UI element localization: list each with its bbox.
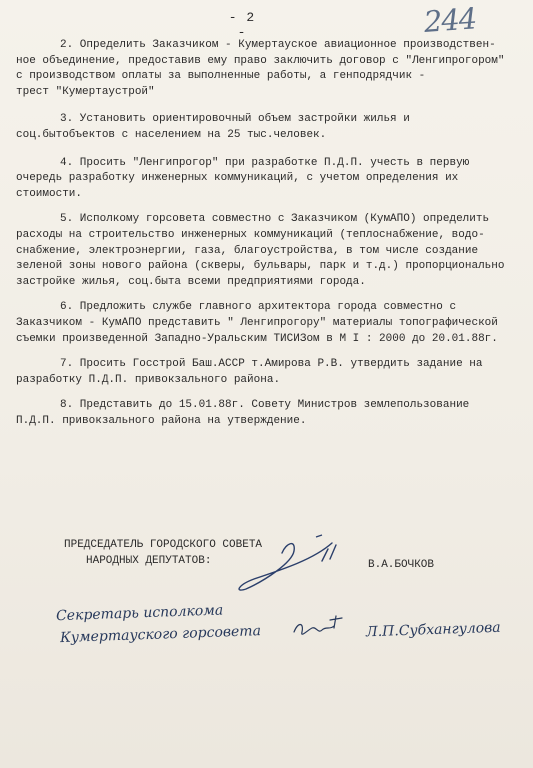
text-line: разработку П.Д.П. привокзального района. <box>16 373 281 386</box>
chair-signature-block <box>64 537 514 597</box>
list-item-2 <box>16 38 516 100</box>
chair-title-line2: НАРОДНЫХ ДЕПУТАТОВ: <box>86 555 212 567</box>
text-line: очередь разработку инженерных коммуникаций, с учетом определения их <box>16 172 459 185</box>
text-line: снабжение, электроэнергии, газа, благоустройства, в том числе создание <box>16 244 479 257</box>
document-body <box>16 38 516 439</box>
text-line: 4. Просить "Ленгипрогор" при разработке П.Д.П. учесть в первую <box>60 156 470 169</box>
text-line: расходы на строительство инженерных коммуникаций (теплоснабжение, водо- <box>16 228 485 241</box>
archive-mark: 244 <box>422 1 478 39</box>
text-line: 5. Исполкому горсовета совместно с Заказчиком (КумАПО) определить <box>60 213 490 226</box>
list-item-5 <box>16 212 516 290</box>
text-line: соц.бытобъектов с населением на 25 тыс.человек. <box>16 128 327 141</box>
text-line: с производством оплаты за выполненные работы, а генподрядчик - <box>16 70 426 83</box>
list-item-6 <box>16 300 516 347</box>
text-line: 3. Установить ориентировочный объем застройки жилья и <box>60 113 410 126</box>
secretary-handwritten-signature <box>290 612 350 642</box>
secretary-name: Л.П.Субхангулова <box>365 619 501 641</box>
chair-name: В.А.БОЧКОВ <box>368 559 435 571</box>
text-line: зеленой зоны нового района (скверы, бульвары, парк и т.д.) пропорционально <box>16 260 505 273</box>
secretary-title-line1: Секретарь исполкома <box>55 602 224 625</box>
list-item-7 <box>16 357 516 388</box>
text-line: 7. Просить Госстрой Баш.АССР т.Амирова Р.В. утвердить задание на <box>60 358 483 371</box>
text-line: 6. Предложить службе главного архитектора города совместно с <box>60 301 457 314</box>
page-number: - 2 - <box>228 10 256 40</box>
text-line: 2. Определить Заказчиком - Кумертауское авиационное производствен- <box>60 39 496 51</box>
text-line: Заказчиком - КумАПО представить " Ленгипрогору" материалы топографической <box>16 316 498 329</box>
list-item-8 <box>16 398 516 429</box>
text-line: застройке жилья, соц.быта всеми предприятиями города. <box>16 275 366 288</box>
secretary-title-line2: Кумертауского горсовета <box>59 623 262 647</box>
text-line: П.Д.П. привокзального района на утверждение. <box>16 414 307 427</box>
chair-title-line1: ПРЕДСЕДАТЕЛЬ ГОРОДСКОГО СОВЕТА <box>64 539 263 551</box>
list-item-3 <box>16 112 516 143</box>
list-item-4 <box>16 156 516 203</box>
chair-handwritten-signature <box>224 529 364 599</box>
text-line: 8. Представить до 15.01.88г. Совету Министров землепользование <box>60 399 470 412</box>
text-line: съемки произведенной Западно-Уральским ТИСИЗом в М I : 2000 до 20.01.88г. <box>16 332 498 345</box>
text-line: стоимости. <box>16 187 83 200</box>
text-line: ное объединение, предоставив ему право заключить договор с "Ленгипрогором" <box>16 54 505 67</box>
text-line: трест "Кумертаустрой" <box>16 85 155 98</box>
